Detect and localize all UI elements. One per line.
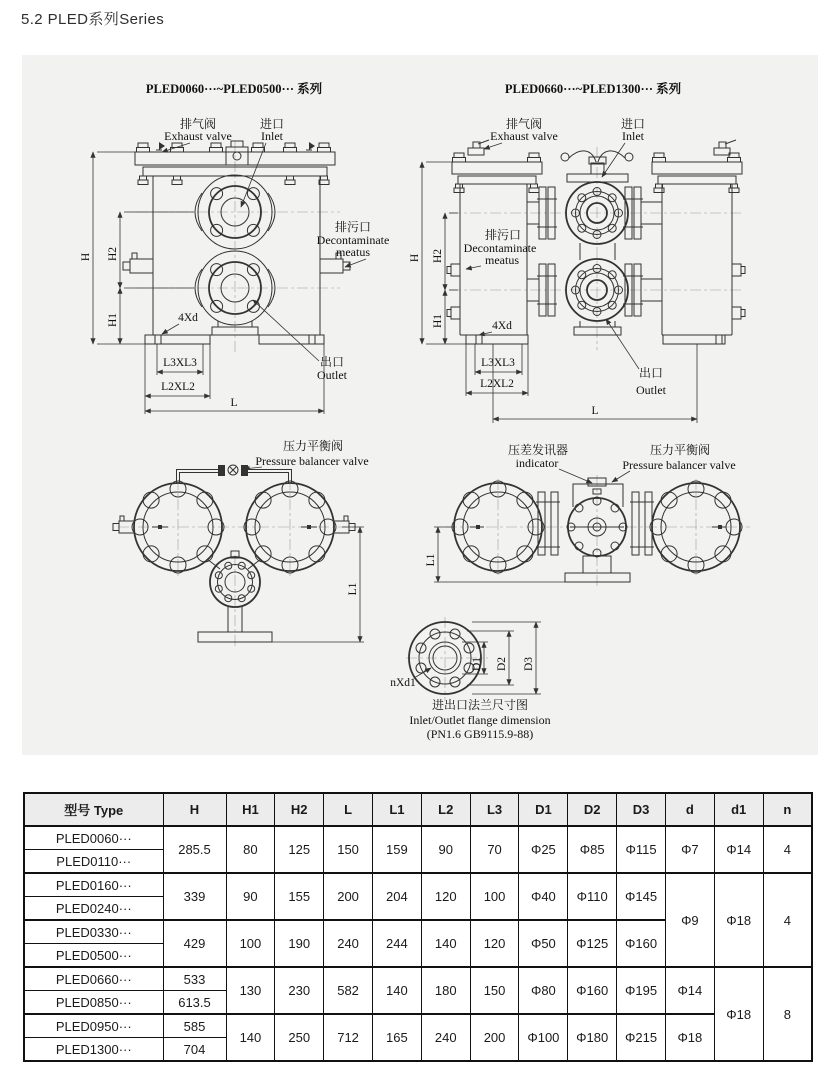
value-cell: 240 [324,920,373,967]
value-cell: Φ40 [519,873,568,920]
balancer-valve-label-en: Pressure balancer valve [255,454,369,468]
value-cell: 155 [275,873,324,920]
outlet-label-en-large: Outlet [636,383,666,397]
series-title-small: PLED0060···~PLED0500··· 系列 [145,82,323,96]
value-cell: 704 [163,1038,226,1062]
table-row [24,1014,812,1038]
value-cell: 200 [470,1014,519,1061]
column-header: d [665,793,714,826]
value-cell: 100 [226,920,275,967]
value-cell: Φ85 [568,826,617,873]
outlet-label-en: Outlet [317,368,347,382]
dim-label-h-large: H [409,253,421,263]
drain-label-cn-large: 排污口 [484,228,522,242]
drain-label-en1-large: Decontaminate [463,241,537,255]
dim-label-l1: L1 [347,582,359,596]
drain-label-en2: meatus [336,245,370,259]
dim-label-4xd: 4Xd [178,312,198,324]
inlet-label-en: Inlet [261,129,283,143]
top-view-small-series [113,438,369,647]
value-cell: 125 [275,826,324,873]
column-header: d1 [714,793,763,826]
value-cell: 200 [324,873,373,920]
drain-label-en2-large: meatus [485,253,519,267]
column-header: D2 [568,793,617,826]
value-cell: 165 [372,1014,421,1061]
drain-label-cn: 排污口 [334,220,372,234]
top-view-large-series [425,442,750,587]
dim-label-l1-large: L1 [425,553,437,567]
value-cell: Φ125 [568,920,617,967]
value-cell: 250 [275,1014,324,1061]
value-cell: 90 [421,826,470,873]
value-cell: 204 [372,873,421,920]
column-header: 型号 Type [24,793,163,826]
value-cell: Φ9 [665,873,714,967]
value-cell: 613.5 [163,991,226,1015]
type-cell: PLED0500··· [24,944,163,968]
value-cell: Φ160 [617,920,666,967]
dim-label-d3: D3 [523,656,535,672]
dim-label-h2-large: H2 [432,248,444,264]
type-cell: PLED0330··· [24,920,163,944]
drain-label-en1: Decontaminate [316,233,390,247]
flange-caption-en: Inlet/Outlet flange dimension [409,713,551,727]
column-header: D1 [519,793,568,826]
column-header: H1 [226,793,275,826]
inlet-label-en-large: Inlet [622,129,644,143]
indicator-label-cn: 压差发讯器 [507,443,569,457]
flange-detail-view [390,617,550,741]
value-cell: Φ100 [519,1014,568,1061]
type-cell: PLED0110··· [24,850,163,874]
front-view-small-series [80,81,389,414]
dim-label-4xd-large: 4Xd [492,320,512,332]
value-cell: 533 [163,967,226,991]
value-cell: 244 [372,920,421,967]
dim-label-l-large: L [591,405,599,417]
value-cell: 130 [226,967,275,1014]
value-cell: Φ50 [519,920,568,967]
value-cell: Φ18 [714,967,763,1061]
dim-label-l3-large: L3XL3 [481,357,515,369]
outlet-label-cn: 出口 [319,355,345,369]
table-row [24,826,812,850]
dim-label-l3: L3XL3 [163,357,197,369]
flange-caption-standard: (PN1.6 GB9115.9-88) [426,727,534,741]
type-cell: PLED0160··· [24,873,163,897]
value-cell: 150 [470,967,519,1014]
exhaust-valve-glyph [156,142,165,150]
value-cell: 100 [470,873,519,920]
balancer-valve-label-cn-large: 压力平衡阀 [649,443,711,457]
technical-drawing [22,55,818,755]
value-cell: 80 [226,826,275,873]
dim-label-h2: H2 [107,246,119,262]
column-header: n [763,793,812,826]
inlet-label-cn: 进口 [259,117,285,131]
dim-label-l2: L2XL2 [161,381,195,393]
indicator-label-en: indicator [515,456,559,470]
value-cell: 120 [421,873,470,920]
value-cell: 150 [324,826,373,873]
column-header: H2 [275,793,324,826]
exhaust-valve-label-cn-large: 排气阀 [505,117,543,131]
value-cell: Φ215 [617,1014,666,1061]
value-cell: 140 [372,967,421,1014]
dim-label-l: L [230,397,238,409]
dim-label-h: H [80,252,92,262]
dim-label-h1-large: H1 [432,313,444,329]
value-cell: Φ195 [617,967,666,1014]
drain-port-left [123,253,153,273]
value-cell: 120 [470,920,519,967]
dim-label-d2: D2 [496,656,508,672]
value-cell: Φ115 [617,826,666,873]
type-cell: PLED0240··· [24,897,163,921]
value-cell: 429 [163,920,226,967]
value-cell: Φ110 [568,873,617,920]
value-cell: 70 [470,826,519,873]
table-row [24,967,812,991]
value-cell: Φ14 [665,967,714,1014]
value-cell: Φ7 [665,826,714,873]
column-header: D3 [617,793,666,826]
value-cell: 159 [372,826,421,873]
balancer-valve-label-cn: 压力平衡阀 [282,439,344,453]
dim-label-l2-large: L2XL2 [480,378,514,390]
value-cell: 585 [163,1014,226,1038]
front-view-large-series [409,81,745,423]
type-cell: PLED1300··· [24,1038,163,1062]
balancer-valve-label-en-large: Pressure balancer valve [622,458,736,472]
value-cell: Φ18 [665,1014,714,1061]
series-title-large: PLED0660···~PLED1300··· 系列 [504,82,682,96]
value-cell: 4 [763,873,812,967]
exhaust-valve-label-cn: 排气阀 [179,117,217,131]
value-cell: Φ25 [519,826,568,873]
column-header: L1 [372,793,421,826]
value-cell: 8 [763,967,812,1061]
type-cell: PLED0060··· [24,826,163,850]
column-header: L [324,793,373,826]
value-cell: Φ180 [568,1014,617,1061]
dim-label-h1: H1 [107,312,119,328]
column-header: H [163,793,226,826]
exhaust-valve-label-en-large: Exhaust valve [490,129,558,143]
value-cell: 285.5 [163,826,226,873]
dim-label-d1: D1 [471,656,483,672]
value-cell: 140 [226,1014,275,1061]
value-cell: 582 [324,967,373,1014]
type-cell: PLED0850··· [24,991,163,1015]
inlet-label-cn-large: 进口 [620,117,646,131]
value-cell: Φ80 [519,967,568,1014]
outlet-label-cn-large: 出口 [638,366,664,380]
value-cell: 180 [421,967,470,1014]
column-header: L3 [470,793,519,826]
type-cell: PLED0950··· [24,1014,163,1038]
value-cell: 190 [275,920,324,967]
type-cell: PLED0660··· [24,967,163,991]
value-cell: 339 [163,873,226,920]
value-cell: Φ18 [714,873,763,967]
value-cell: Φ14 [714,826,763,873]
exhaust-valve-label-en: Exhaust valve [164,129,232,143]
table-row [24,873,812,897]
section-heading: 5.2 PLED系列Series [21,11,165,28]
flange-caption-cn: 进出口法兰尺寸图 [431,698,529,712]
value-cell: Φ160 [568,967,617,1014]
column-header: L2 [421,793,470,826]
value-cell: Φ145 [617,873,666,920]
drawing-panel [22,55,818,755]
value-cell: 90 [226,873,275,920]
value-cell: 230 [275,967,324,1014]
dimension-table [23,792,813,1062]
bolt-count-label: nXd1 [390,677,416,689]
value-cell: 240 [421,1014,470,1061]
value-cell: 712 [324,1014,373,1061]
value-cell: 4 [763,826,812,873]
value-cell: 140 [421,920,470,967]
